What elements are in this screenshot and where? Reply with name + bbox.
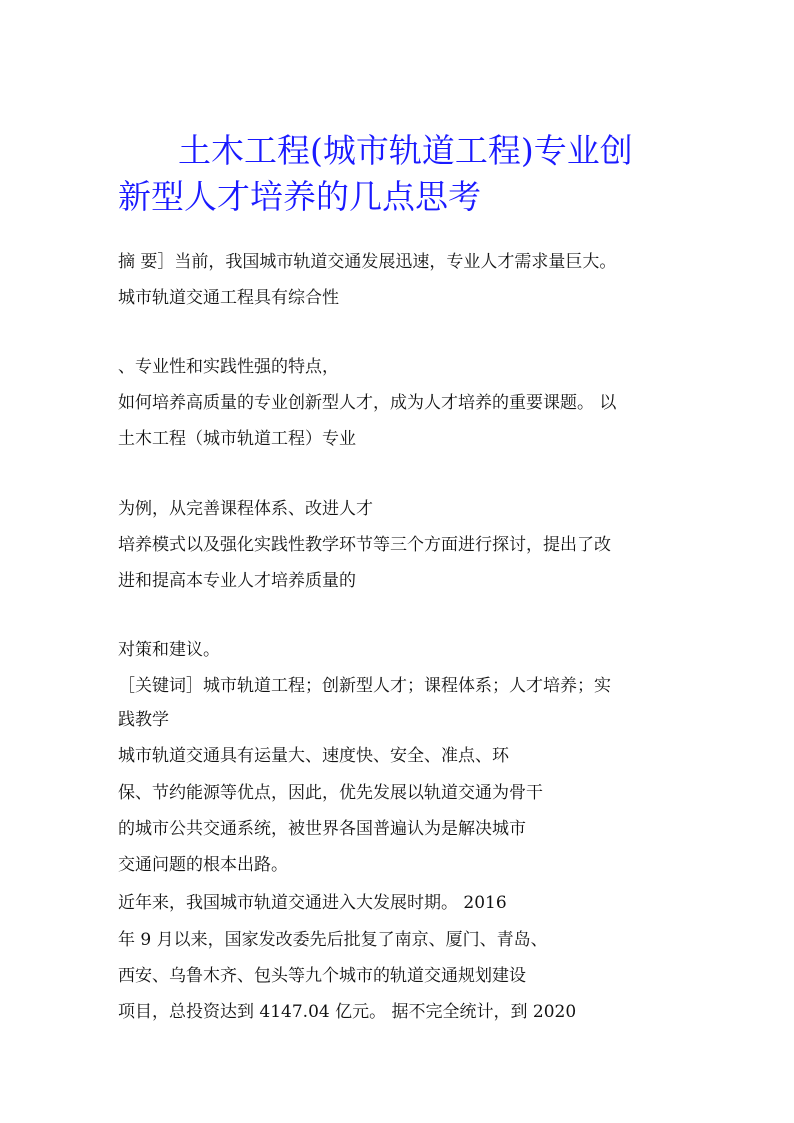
abstract-line-9: 对策和建议。	[118, 640, 220, 660]
body-line-1: 城市轨道交通具有运量大、速度快、安全、准点、环	[118, 746, 509, 766]
keywords-line-1: ［关键词］城市轨道工程；创新型人才；课程体系；人才培养；实	[118, 676, 611, 696]
abstract-line-4: 如何培养高质量的专业创新型人才，成为人才培养的重要课题。 以	[118, 393, 617, 413]
abstract-line-5: 土木工程（城市轨道工程）专业	[118, 429, 356, 449]
body-line-5: 近年来，我国城市轨道交通进入大发展时期。 2016	[118, 893, 507, 913]
abstract-line-7: 培养模式以及强化实践性教学环节等三个方面进行探讨，提出了改	[118, 535, 611, 555]
body-line-7: 西安、乌鲁木齐、包头等九个城市的轨道交通规划建设	[118, 966, 526, 986]
body-line-6: 年 9 月以来，国家发改委先后批复了南京、厦门、青岛、	[118, 930, 548, 950]
keywords-line-2: 践教学	[118, 710, 169, 730]
body-line-4: 交通问题的根本出路。	[118, 855, 288, 875]
title-line-2: 新型人才培养的几点思考	[118, 177, 481, 216]
title-line-1: 土木工程(城市轨道工程)专业创	[178, 131, 633, 170]
abstract-line-2: 城市轨道交通工程具有综合性	[118, 288, 339, 308]
abstract-line-8: 进和提高本专业人才培养质量的	[118, 571, 356, 591]
body-line-3: 的城市公共交通系统，被世界各国普遍认为是解决城市	[118, 819, 526, 839]
abstract-line-6: 为例，从完善课程体系、改进人才	[118, 499, 373, 519]
abstract-line-3: 、专业性和实践性强的特点，	[118, 357, 339, 377]
abstract-line-1: 摘 要］当前，我国城市轨道交通发展迅速，专业人才需求量巨大。	[118, 252, 617, 272]
body-line-2: 保、节约能源等优点，因此，优先发展以轨道交通为骨干	[118, 783, 543, 803]
body-line-8: 项目，总投资达到 4147.04 亿元。 据不完全统计，到 2020	[118, 1002, 577, 1022]
